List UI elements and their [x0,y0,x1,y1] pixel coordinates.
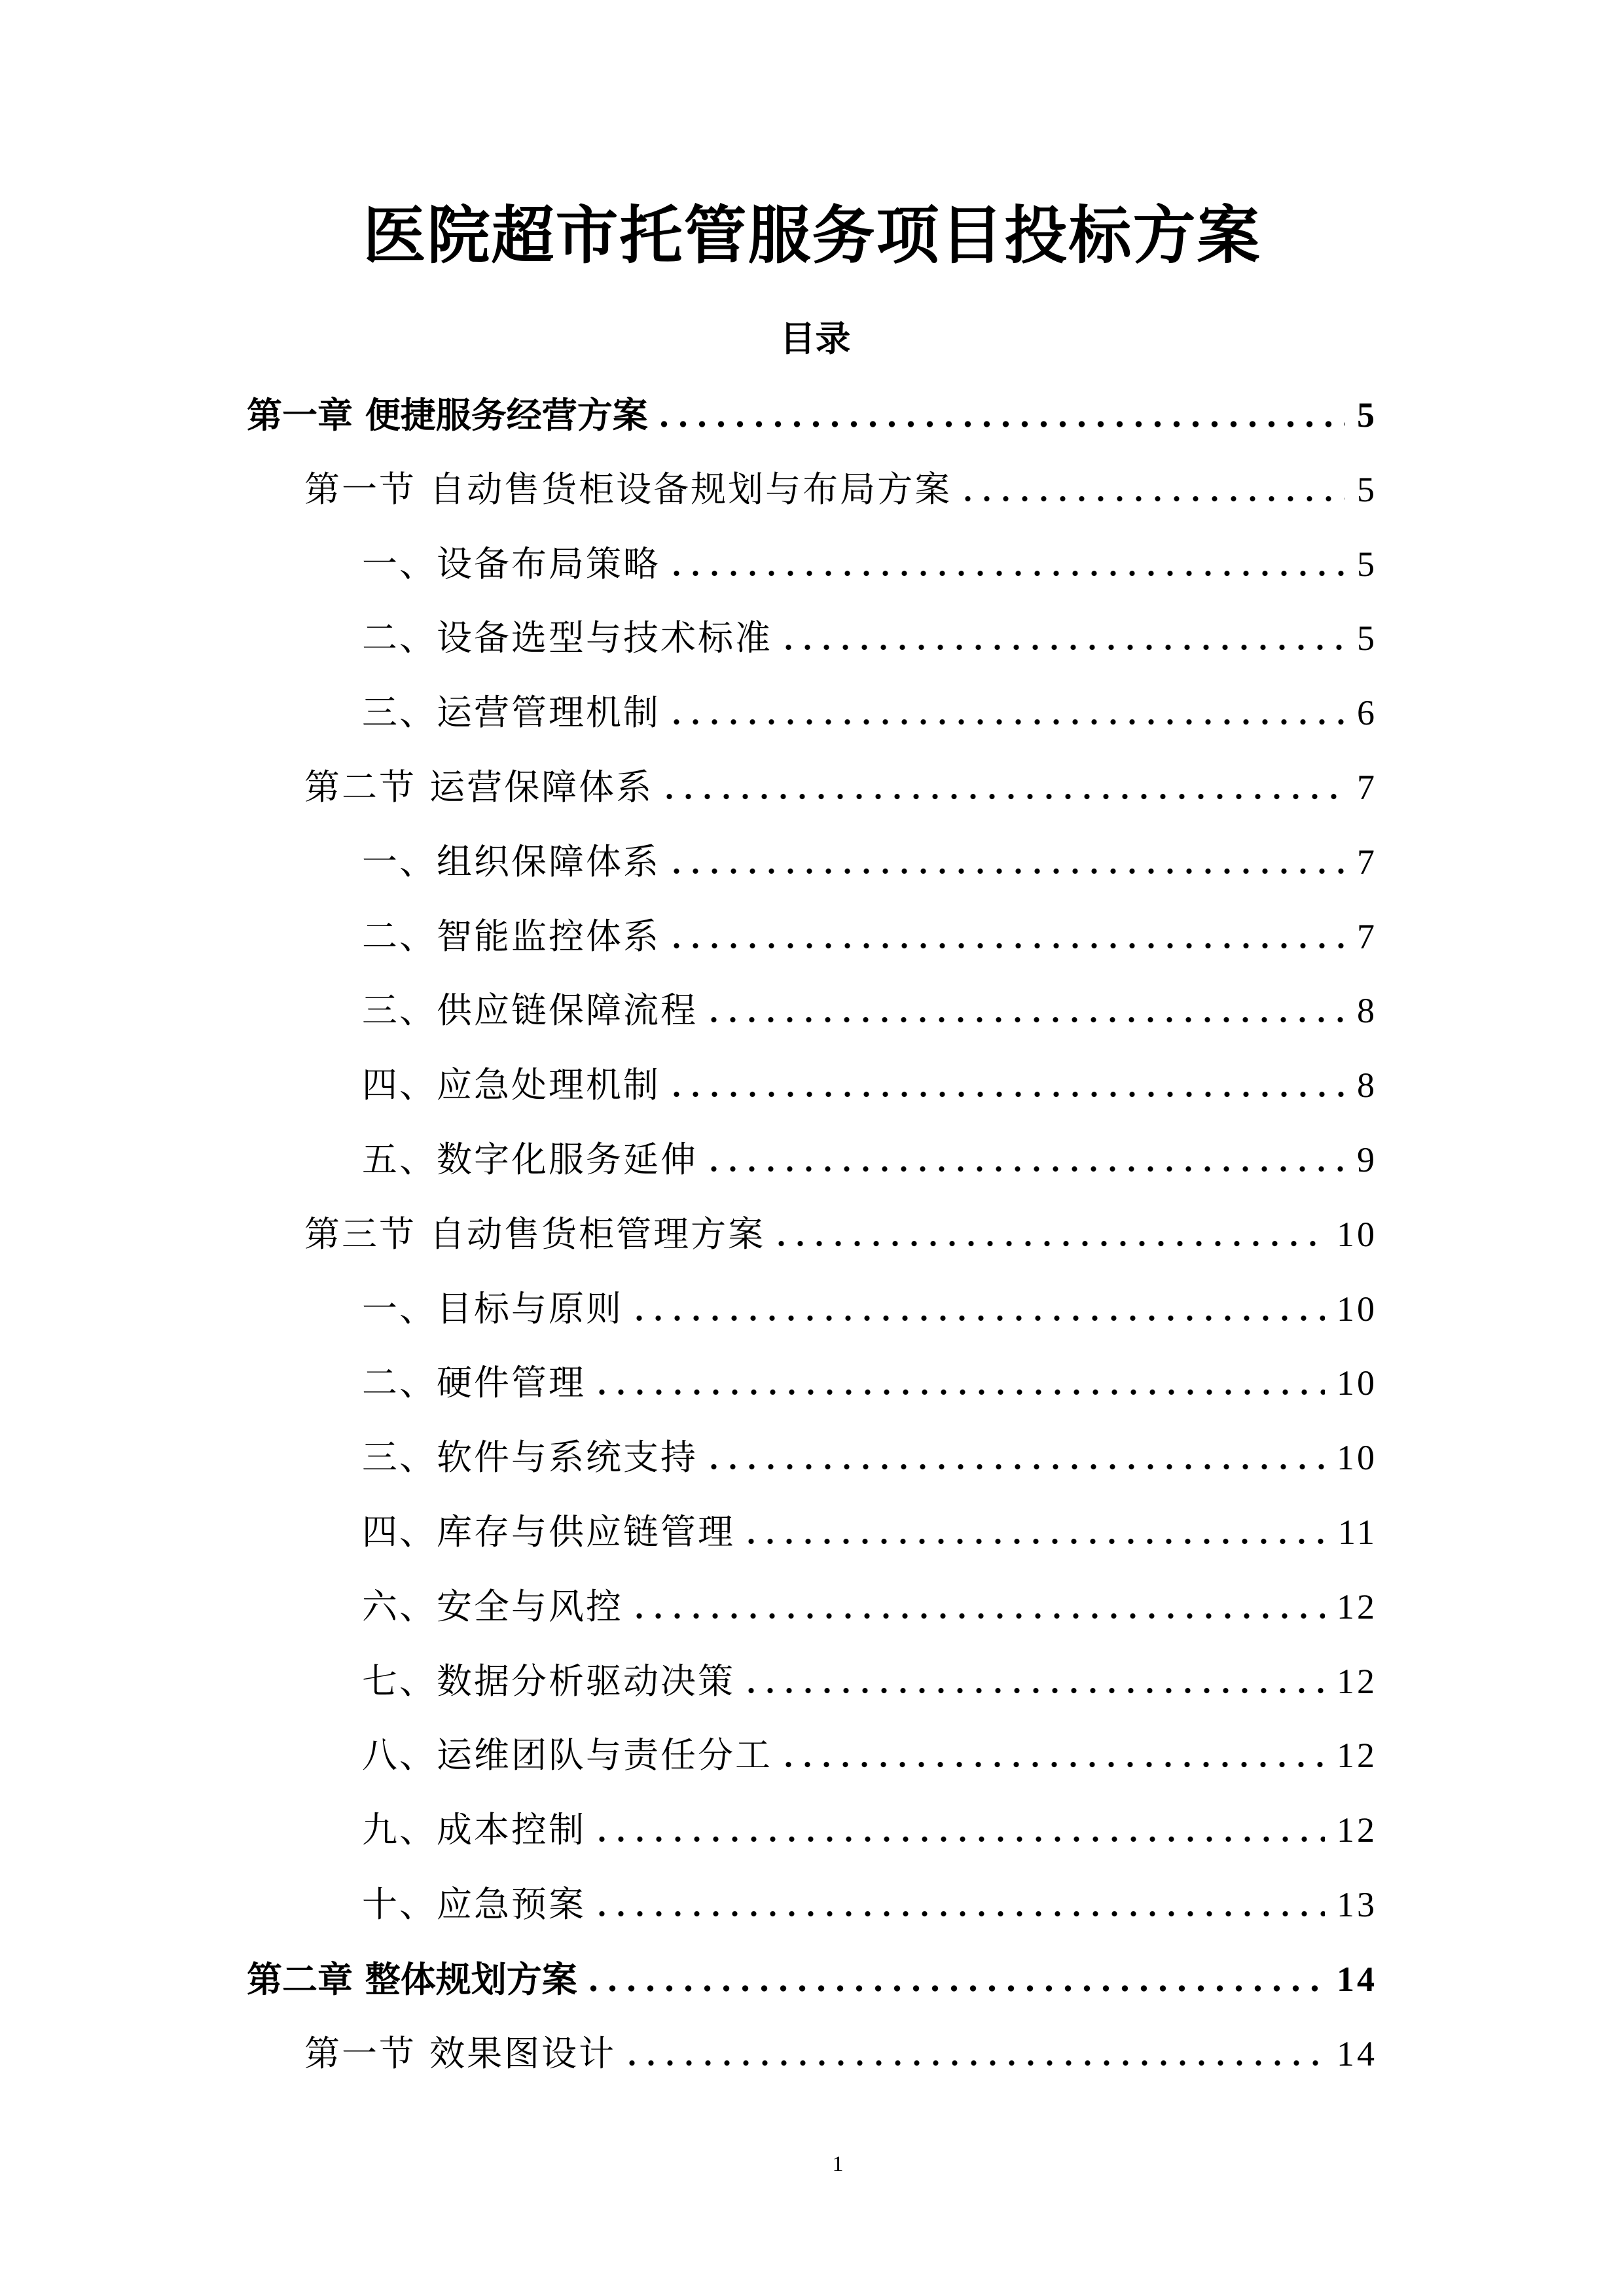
dot-leader [655,420,1345,429]
toc-entry-page: 13 [1337,1885,1377,1924]
toc-entry-title: 二、硬件管理 [362,1362,586,1403]
toc-entry-title: 九、成本控制 [362,1809,586,1850]
toc-entry-section[interactable] [304,2030,1375,2075]
toc-entry-title: 六、安全与风控 [362,1586,623,1627]
toc-entry-page: 6 [1357,693,1377,732]
dot-leader [667,1090,1345,1099]
toc-entry-title: 三、供应链保障流程 [362,990,698,1031]
page-number-footer: 1 [832,2152,844,2176]
toc-entry-page: 5 [1357,545,1377,584]
toc-entry-title: 一、组织保障体系 [362,841,660,882]
toc-entry-subsection[interactable] [362,1508,1375,1554]
toc-entry-chapter[interactable] [247,391,1375,437]
toc-entry-page: 8 [1357,991,1377,1030]
toc-entry-title: 五、数字化服务延伸 [362,1139,698,1180]
dot-leader [704,1164,1345,1174]
toc-entry-page: 12 [1337,1662,1377,1701]
toc-entry-subsection[interactable] [362,1285,1375,1331]
toc-entry-subsection[interactable] [362,1136,1375,1181]
toc-entry-title: 七、数据分析驱动决策 [362,1660,735,1702]
toc-entry-subsection[interactable] [362,1880,1375,1926]
toc-entry-title: 三、运营管理机制 [362,692,660,733]
toc-entry-title: 第二节 运营保障体系 [304,766,654,808]
toc-entry-title: 第一章 便捷服务经营方案 [247,394,648,436]
toc-entry-subsection[interactable] [362,689,1375,734]
dot-leader [742,1537,1326,1546]
toc-entry-title: 二、智能监控体系 [362,916,660,957]
toc-entry-title: 四、应急处理机制 [362,1064,660,1105]
toc-entry-page: 8 [1357,1066,1377,1105]
toc-entry-subsection[interactable] [362,1806,1375,1852]
dot-leader [667,569,1345,578]
dot-leader [779,643,1345,652]
dot-leader [592,1909,1325,1918]
toc-entry-page: 5 [1357,395,1377,435]
dot-leader [630,1314,1325,1323]
dot-leader [584,1984,1325,1993]
toc-entry-page: 9 [1357,1140,1377,1179]
toc-entry-subsection[interactable] [362,1359,1375,1405]
toc-entry-page: 5 [1357,470,1377,509]
dot-leader [742,1686,1325,1695]
dot-leader [667,717,1345,726]
toc-entry-page: 14 [1337,1960,1377,1999]
dot-leader [667,867,1345,876]
toc-entry-title: 三、软件与系统支持 [362,1437,698,1478]
dot-leader [667,941,1345,950]
document-title: 医院超市托管服务项目投标方案 [363,198,1261,272]
toc-heading: 目录 [780,317,851,359]
toc-entry-title: 八、运维团队与责任分工 [362,1734,772,1776]
dot-leader [630,1611,1325,1621]
toc-entry-section[interactable] [304,465,1375,511]
dot-leader [660,792,1345,801]
toc-entry-title: 四、库存与供应链管理 [362,1511,735,1552]
toc-entry-section[interactable] [304,1210,1375,1256]
toc-entry-subsection[interactable] [362,614,1375,660]
dot-leader [704,1015,1345,1024]
toc-entry-page: 10 [1337,1215,1377,1254]
toc-entry-title: 第一节 自动售货柜设备规划与布局方案 [304,469,952,510]
toc-entry-page: 7 [1357,842,1377,882]
toc-entry-subsection[interactable] [362,540,1375,586]
toc-entry-subsection[interactable] [362,986,1375,1032]
toc-entry-title: 一、目标与原则 [362,1288,623,1329]
toc-entry-page: 10 [1337,1289,1377,1329]
dot-leader [772,1239,1325,1248]
dot-leader [592,1388,1325,1397]
toc-entry-page: 14 [1337,2034,1377,2073]
toc-entry-page: 11 [1338,1513,1377,1552]
toc-entry-title: 十、应急预案 [362,1884,586,1925]
dot-leader [592,1835,1325,1844]
dot-leader [623,2058,1325,2068]
toc-entry-title: 第三节 自动售货柜管理方案 [304,1213,766,1255]
dot-leader [779,1760,1325,1769]
dot-leader [958,494,1345,503]
toc-entry-page: 12 [1337,1736,1377,1775]
toc-entry-title: 第一节 效果图设计 [304,2033,617,2074]
toc-entry-page: 12 [1337,1810,1377,1850]
toc-entry-page: 7 [1357,917,1377,956]
toc-entry-subsection[interactable] [362,1061,1375,1107]
toc-entry-page: 5 [1357,619,1377,658]
toc-entry-title: 一、设备布局策略 [362,543,660,584]
toc-entry-subsection[interactable] [362,1433,1375,1479]
toc-entry-page: 10 [1337,1438,1377,1477]
toc-entry-chapter[interactable] [247,1955,1375,2001]
toc-entry-subsection[interactable] [362,1583,1375,1628]
toc-entry-page: 10 [1337,1363,1377,1403]
toc-entry-page: 7 [1357,768,1377,807]
toc-entry-subsection[interactable] [362,838,1375,884]
toc-entry-title: 二、设备选型与技术标准 [362,617,772,658]
toc-entry-page: 12 [1337,1587,1377,1626]
toc-entry-section[interactable] [304,763,1375,809]
dot-leader [704,1462,1325,1471]
toc-entry-subsection[interactable] [362,1731,1375,1777]
toc-entry-subsection[interactable] [362,912,1375,958]
toc-entry-subsection[interactable] [362,1657,1375,1703]
toc-entry-title: 第二章 整体规划方案 [247,1958,577,2000]
